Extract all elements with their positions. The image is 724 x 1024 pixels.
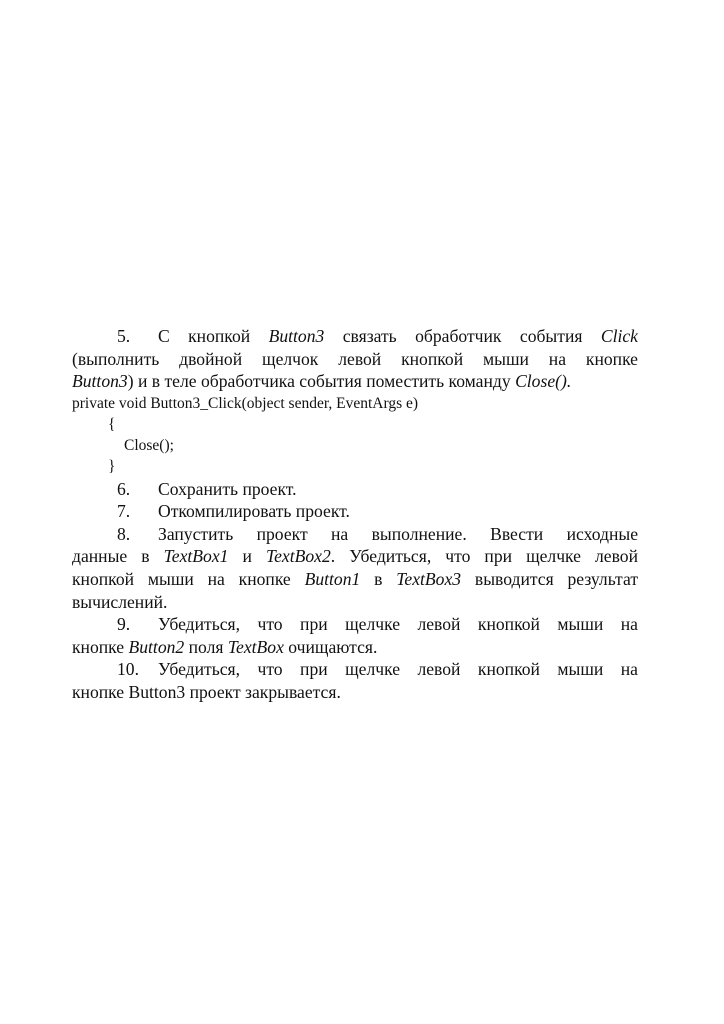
item-7-text: Откомпилировать проект. xyxy=(158,501,350,522)
item-5-text: С кнопкой xyxy=(158,326,269,346)
item-5-text: ) и в теле обработчика события поместить команду xyxy=(127,371,516,392)
item-9-line-2 xyxy=(72,636,638,659)
item-10-number: 10. xyxy=(117,659,139,680)
item-9-button2-ref: Button2 xyxy=(128,636,185,657)
item-5-click-ref: Click xyxy=(600,326,638,346)
item-8-text: данные в xyxy=(72,546,164,567)
item-8-textbox1-ref: TextBox1 xyxy=(163,546,229,567)
item-9-number: 9. xyxy=(117,614,131,635)
item-8-textbox2-ref: TextBox2 xyxy=(265,546,331,567)
item-8-button1-ref: Button1 xyxy=(304,568,361,589)
item-7 xyxy=(72,500,638,523)
item-8-line-1 xyxy=(72,523,638,546)
item-8-text: кнопкой мыши на кнопке xyxy=(72,568,305,589)
code-open-brace: { xyxy=(108,415,116,433)
item-6-text: Сохранить проект. xyxy=(158,478,297,499)
item-8-line-4: вычислений. xyxy=(72,591,168,612)
item-5-button3-ref: Button3 xyxy=(268,326,325,346)
item-5-button3-ref: Button3 xyxy=(72,371,128,392)
item-8-text: выводится результат xyxy=(461,568,639,589)
item-8-line-3 xyxy=(72,568,638,591)
item-5-text: связать обработчик события xyxy=(324,326,601,346)
item-8-text: . Убедиться, что при щелчке левой xyxy=(330,546,638,567)
instruction-list xyxy=(72,325,638,703)
item-9-line-1 xyxy=(72,613,638,636)
item-8-line-2 xyxy=(72,545,638,568)
item-5-line-3 xyxy=(72,370,638,393)
code-close-brace: } xyxy=(108,458,116,476)
item-5-line-2: (выполнить двойной щелчок левой кнопкой мыши на кнопке xyxy=(72,348,638,369)
item-10-text: Убедиться, что при щелчке левой кнопкой мыши на xyxy=(158,659,638,680)
code-signature: private void Button3_Click(object sender, EventArgs e) xyxy=(72,394,419,412)
item-9-text: поля xyxy=(184,636,228,657)
item-9-text: Убедиться, что при щелчке левой кнопкой мыши на xyxy=(158,614,638,635)
item-5-close-ref: Close(). xyxy=(515,371,572,392)
item-9-text: кнопке xyxy=(72,636,129,657)
item-8-number: 8. xyxy=(117,523,131,544)
item-7-number: 7. xyxy=(117,501,131,522)
item-8-text: Запустить проект на выполнение. Ввести исходные xyxy=(158,523,638,544)
item-6-number: 6. xyxy=(117,478,131,499)
item-8-textbox3-ref: TextBox3 xyxy=(396,568,462,589)
item-8-text: в xyxy=(360,568,397,589)
item-5-line-1 xyxy=(72,325,638,348)
item-10-line-1 xyxy=(72,658,638,681)
item-10-line-2: кнопке Button3 проект закрывается. xyxy=(72,681,341,702)
item-9-text: очищаются. xyxy=(283,636,378,657)
item-5-number: 5. xyxy=(117,326,131,346)
item-8-text: и xyxy=(228,546,266,567)
item-9-textbox-ref: TextBox xyxy=(227,636,284,657)
code-body: Close(); xyxy=(124,437,174,455)
item-6 xyxy=(72,478,638,501)
